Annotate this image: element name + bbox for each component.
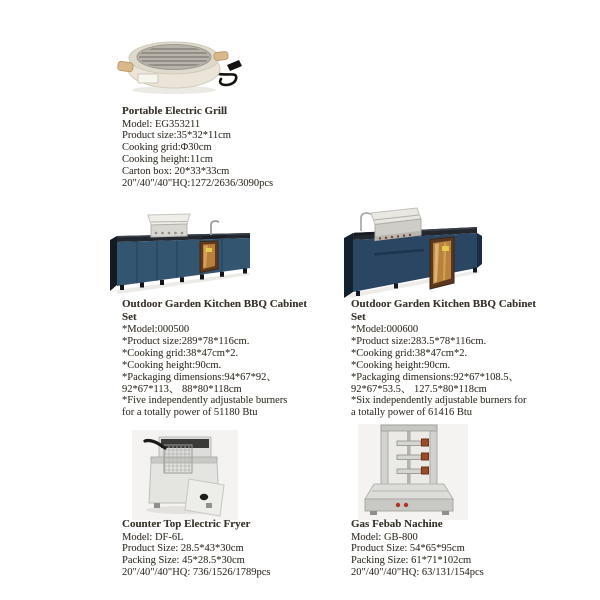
product-title: Outdoor Garden Kitchen BBQ Cabinet Set [122, 298, 307, 323]
spec-line: *Packaging dimensions:92*67*108.5、 [351, 371, 519, 383]
spec-line: Packing Size: 61*71*102cm [351, 555, 472, 567]
faucet [211, 221, 219, 235]
spec-line: 92*67*53.5、 127.5*80*118cm [351, 383, 487, 395]
bbq-cabinet-600-photo [344, 206, 484, 300]
spec-line: Product Size: 28.5*43*30cm [122, 543, 244, 555]
left-post [381, 429, 388, 484]
spec-line: *Cooking height:90cm. [351, 359, 451, 371]
grill-body [151, 224, 187, 237]
spec-line: Cooking grid:Φ30cm [122, 142, 212, 154]
product-title: Gas Febab Nachine [351, 518, 443, 530]
lid-knob [200, 494, 208, 500]
spec-line: Model: DF-6L [122, 531, 184, 543]
gas-burners [422, 439, 429, 474]
product-title: Outdoor Garden Kitchen BBQ Cabinet Set [351, 298, 536, 323]
portable-grill-photo [116, 22, 248, 106]
spec-line: Model: GB-800 [351, 531, 418, 543]
grill-lid [148, 214, 190, 225]
spec-line: Product size:35*32*11cm [122, 130, 231, 142]
product-label [138, 74, 158, 83]
spit-bars [397, 441, 421, 474]
right-handle [214, 51, 229, 60]
portable-grill-illustration [116, 22, 248, 106]
product-specs [122, 119, 337, 190]
spec-line: *Packaging dimensions:94*67*92、 [122, 371, 277, 383]
spec-line: *Six independently adjustable burners for [351, 395, 527, 407]
spec-line: *Product size:289*78*116cm. [122, 335, 250, 347]
gas-knob [396, 503, 400, 507]
power-plug [227, 60, 242, 71]
right-post [430, 429, 437, 484]
spec-line: 20"/40"/40"HQ:1272/2636/3090pcs [122, 178, 274, 190]
spec-line: Carton box: 20*33*33cm [122, 166, 230, 178]
bbq-cabinet-500-illustration [110, 212, 252, 300]
cabinet-side [344, 233, 353, 298]
fryer-illustration [132, 430, 238, 520]
spec-line: *Model:000600 [351, 324, 419, 335]
product-specs [351, 532, 566, 580]
spec-line: 20"/40"/40"HQ: 63/131/154pcs [351, 567, 484, 579]
cabinet-right-edge [477, 233, 482, 268]
product-title: Portable Electric Grill [122, 105, 228, 117]
cabinet-side [110, 236, 117, 291]
spec-line: *Cooking grid:38*47cm*2. [351, 347, 468, 359]
spec-line: for a totally power of 51180 Btu [122, 407, 258, 419]
spec-line: *Model:000500 [122, 324, 190, 335]
product-specs [351, 324, 566, 419]
spec-line: 92*67*113、 88*80*118cm [122, 383, 242, 395]
top-bar [381, 425, 437, 431]
spec-line: Product Size: 54*65*95cm [351, 543, 465, 555]
spec-line: 20"/40"/40"HQ: 736/1526/1789pcs [122, 567, 271, 579]
faucet [361, 213, 371, 231]
left-handle [117, 61, 133, 72]
spec-line: *Five independently adjustable burners [122, 395, 288, 407]
spec-line: Model: EG353211 [122, 118, 201, 130]
product-specs [122, 324, 337, 419]
base-front [365, 499, 453, 511]
fryer-photo [132, 430, 238, 520]
gas-knob [404, 503, 408, 507]
spec-line: a totally power of 61416 Btu [351, 407, 473, 419]
kebab-machine-photo [358, 424, 468, 520]
product-title: Counter Top Electric Fryer [122, 518, 251, 530]
bbq-cabinet-600-illustration [344, 206, 484, 300]
product-specs [122, 532, 337, 580]
spec-line: *Cooking height:90cm. [122, 359, 222, 371]
spec-line: *Product size:283.5*78*116cm. [351, 335, 487, 347]
spec-line: *Cooking grid:38*47cm*2. [122, 347, 239, 359]
spec-line: Cooking height:11cm [122, 154, 213, 166]
kebab-machine-illustration [358, 424, 468, 520]
bbq-cabinet-500-photo [110, 212, 252, 300]
spec-line: Packing Size: 45*28.5*30cm [122, 555, 245, 567]
